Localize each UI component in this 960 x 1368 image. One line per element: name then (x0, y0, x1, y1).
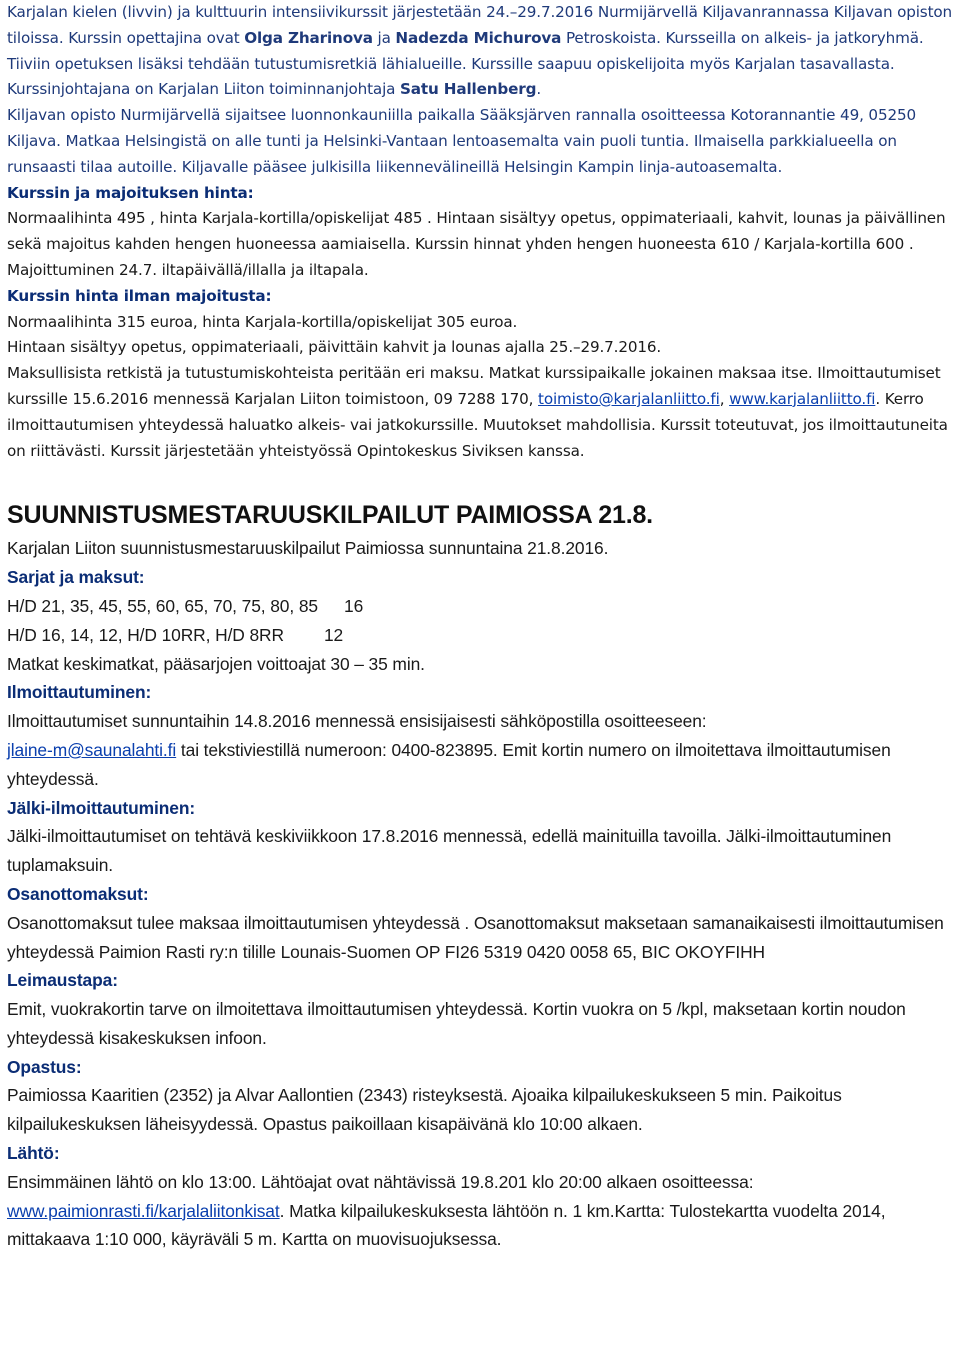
teacher-name: Nadezda Michurova (395, 28, 562, 47)
document-page (7, 0, 953, 1254)
class-row (7, 621, 953, 650)
guidance-heading: Opastus: (7, 1056, 82, 1077)
late-registration-text: Jälki-ilmoittautumiset on tehtävä keskiviikkoon 17.8.2016 mennessä, edellä mainituilla tavoilla. Jälki-ilmoittautuminen tuplamaksuin. (7, 826, 892, 876)
start-heading: Lähtö: (7, 1143, 60, 1164)
classes-heading: Sarjat ja maksut: (7, 567, 145, 588)
registration-text: . Kerro ilmoittautumisen yhteydessä haluatko alkeis- vai jatkokurssille. Muutokset mahdollisia. Kurssit toteutuvat, jos ilmoittautuneita on riittävästi. Kurssit järjestetään yhteistyössä Opintokeskus Siviksen kanssa. (7, 389, 948, 460)
course-intro-text: Karjalan kielen (livvin) ja kulttuurin intensiivikurssit järjestetään 24.–29.7.2016 Nurmijärvellä Kiljavanrannassa Kiljavan opiston tiloissa. Kurssin opettajina ovat (7, 3, 952, 47)
class-list: H/D 21, 35, 45, 55, 60, 65, 70, 75, 80, 85 (7, 595, 318, 616)
start-text: . Matka kilpailukeskuksesta lähtöön n. 1 km.Kartta: Tulostekartta vuodelta 2014, mittakaava 1:10 000, käyräväli 5 m. Kartta on muovisuojuksessa. (7, 1200, 886, 1250)
registration-text: Ilmoittautumiset sunnuntaihin 14.8.2016 mennessä ensisijaisesti sähköpostilla osoitteeseen: (7, 711, 707, 732)
price-without-lodging-heading: Kurssin hinta ilman majoitusta: (7, 286, 272, 305)
location-paragraph: Kiljavan opisto Nurmijärvellä sijaitsee luonnonkauniilla paikalla Sääksjärven rannalla osoitteessa Kotorannantie 49, 05250 Kiljava. Matkaa Helsingistä on alle tunti ja Helsinki-Vantaan lentoasemalta vain puoli tuntia. Ilmaisella parkkialueella on runsaasti tilaa autoille. Kiljavalle pääsee julkisilla liikennevälineillä Helsingin Kampin linja-autoasemalta. (7, 106, 916, 176)
registration-email-link[interactable]: jlaine-m@saunalahti.fi (7, 739, 177, 760)
punching-text: Emit, vuokrakortin tarve on ilmoitettava ilmoittautumisen yhteydessä. Kortin vuokra on 5 /kpl, maksetaan kortin noudon yhteydessä kisakeskuksen infoon. (7, 999, 906, 1048)
registration-text: Maksullisista retkistä ja tutustumiskohteista peritään eri maksu. Matkat kurssipaikalle jokainen maksaa itse. Ilmoittautumiset kurssille 15.6.2016 mennessä Karjalan Liiton toimistoon, 09 7288 170, (7, 364, 941, 408)
orienteering-title: SUUNNISTUSMESTARUUSKILPAILUT PAIMIOSSA 21.8. (7, 501, 653, 530)
price-heading: Kurssin ja majoituksen hinta: (7, 183, 254, 202)
class-fee: 16 (344, 595, 364, 616)
orienteering-section (7, 534, 953, 1254)
registration-text: tai tekstiviestillä numeroon: 0400-823895. Emit kortin numero on ilmoitettava ilmoittautumisen yhteydessä. (7, 739, 891, 789)
price-includes-text: Hintaan sisältyy opetus, oppimateriaali, päivittäin kahvit ja lounas ajalla 25.–29.7.2016. (7, 338, 662, 357)
period-text: . (536, 80, 542, 99)
registration-paragraph (7, 361, 953, 464)
class-list: H/D 16, 14, 12, H/D 10RR, H/D 8RR (7, 624, 284, 645)
start-details (7, 1197, 953, 1255)
price-paragraph: Normaalihinta 495 , hinta Karjala-kortilla/opiskelijat 485 . Hintaan sisältyy opetus, oppimateriaali, kahvit, lounas ja päivällinen sekä majoitus kahden hengen huoneessa aamiaisella. Kurssin hinnat yhden hengen huoneesta 610 / Karjala-kortilla 600 . Majoittuminen 24.7. iltapäivällä/illalla ja iltapala. (7, 209, 946, 279)
start-text: Ensimmäinen lähtö on klo 13:00. Lähtöajat ovat nähtävissä 19.8.201 klo 20:00 alkaen osoitteessa: (7, 1171, 754, 1192)
price-without-lodging-text: Normaalihinta 315 euroa, hinta Karjala-kortilla/opiskelijat 305 euroa. (7, 312, 518, 331)
separator-text: , (719, 389, 730, 408)
course-intro-text: Petroskoista. Kursseilla on alkeis- ja jatkoryhmä. Tiiviin opetuksen lisäksi tehdään tutustumisretkiä lähialueille. Kurssille saapuu opiskelijoita myös Karjalan tasavallasta. Kurssinjohtajana on Karjalan Liiton toiminnanjohtaja (7, 28, 924, 99)
registration-contact (7, 736, 953, 794)
website-link[interactable]: www.karjalanliitto.fi (729, 389, 876, 408)
late-registration-heading: Jälki-ilmoittautuminen: (7, 797, 196, 818)
director-name: Satu Hallenberg (400, 80, 537, 99)
class-fee: 12 (323, 624, 344, 645)
fees-heading: Osanottomaksut: (7, 883, 149, 904)
punching-heading: Leimaustapa: (7, 970, 118, 991)
office-email-link[interactable]: toimisto@karjalanliitto.fi (538, 389, 720, 408)
fees-text: Osanottomaksut tulee maksaa ilmoittautumisen yhteydessä . Osanottomaksut maksetaan samanaikaisesti ilmoittautumisen yhteydessä Paimion Rasti ry:n tilille Lounais-Suomen OP FI26 5319 0420 0058 65, BIC OKOYFIHH (7, 912, 944, 962)
course-section (7, 0, 953, 464)
course-intro-paragraph (7, 0, 953, 103)
start-times-link[interactable]: www.paimionrasti.fi/karjalaliitonkisat (7, 1200, 280, 1221)
class-row (7, 592, 953, 621)
guidance-text: Paimiossa Kaaritien (2352) ja Alvar Aallontien (2343) risteyksestä. Ajoaika kilpailukeskukseen 5 min. Paikoitus kilpailukeskuksen läheisyydessä. Opastus paikoillaan kisapäivänä klo 10:00 alkaen. (7, 1085, 842, 1135)
orienteering-intro: Karjalan Liiton suunnistusmestaruuskilpailut Paimiossa sunnuntaina 21.8.2016. (7, 538, 609, 559)
teacher-name: Olga Zharinova (244, 28, 373, 47)
conjunction-text: ja (372, 28, 396, 47)
distances-text: Matkat keskimatkat, pääsarjojen voittoajat 30 – 35 min. (7, 653, 425, 674)
registration-heading: Ilmoittautuminen: (7, 682, 152, 703)
